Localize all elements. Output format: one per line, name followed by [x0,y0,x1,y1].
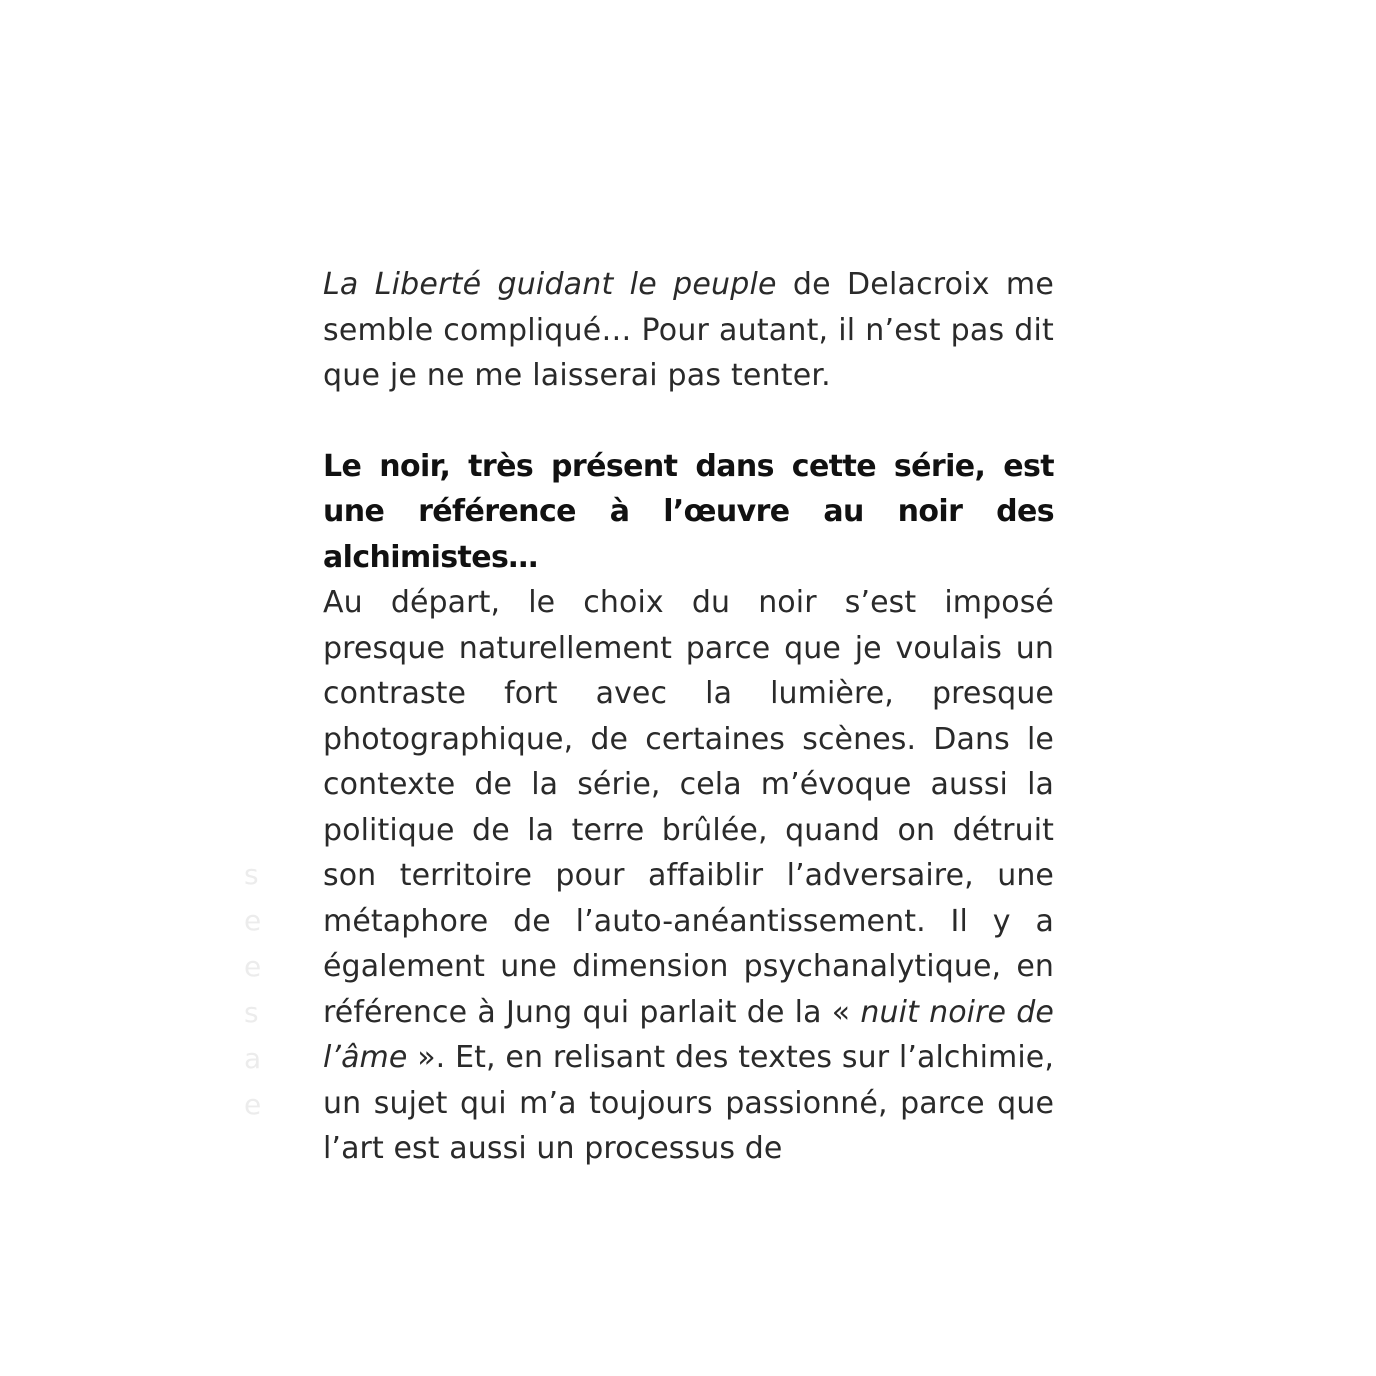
answer-text-part2: ». Et, en relisant des textes sur l’alchimie, un sujet qui m’a toujours passionné, parce que l’art est aussi un processus de [323,1040,1054,1166]
answer-quote: nuit noire de l’âme [323,994,1054,1075]
interview-question: Le noir, très présent dans cette série, est une référence à l’œuvre au noir des alchimistes… [323,448,1054,575]
bleed-through-letter: s [244,858,259,891]
answer-paragraph [323,580,1054,1172]
bleed-through-letter: e [244,1088,262,1121]
artwork-title: La Liberté guidant le peuple [323,267,777,302]
intro-text: de Delacroix me semble compliqué… Pour autant, il n’est pas dit que je ne me laisserai pas tenter. [323,267,1054,393]
bleed-through-letter: a [244,1042,262,1075]
answer-text-part1: Au départ, le choix du noir s’est imposé presque naturellement parce que je voulais un contraste fort avec la lumière, presque photographique, de certaines scènes. Dans le contexte de la série, cela m’évoque aussi la politique de la terre brûlée, quand on détruit son territoire pour affaiblir l’adversaire, une métaphore de l’auto-anéantissement. Il y a également une dimension psychanalytique, en référence à Jung qui parlait de la « [323,585,1054,1030]
bleed-through-letter: e [244,950,262,983]
intro-paragraph [323,262,1054,399]
bleed-through-letter: e [244,904,262,937]
bleed-through-letter: s [244,996,259,1029]
text-column [323,262,1054,1172]
